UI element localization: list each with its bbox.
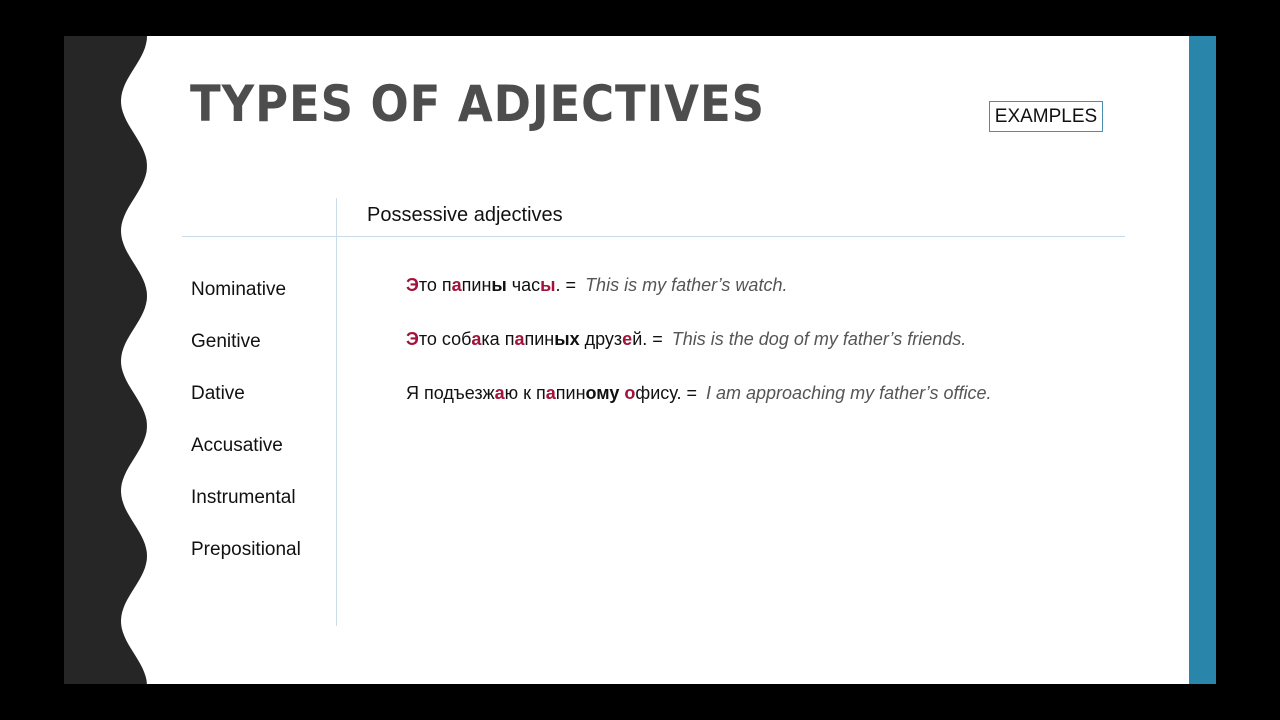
text-segment: пин <box>524 329 555 349</box>
english-translation: This is my father’s watch. <box>585 275 788 295</box>
russian-sentence <box>406 329 647 349</box>
bold-ending: ому <box>585 383 620 403</box>
bold-ending: ы <box>491 275 507 295</box>
case-label: Prepositional <box>191 539 301 560</box>
case-label: Instrumental <box>191 487 296 508</box>
english-translation: This is the dog of my father’s friends. <box>671 329 967 349</box>
examples-list <box>406 272 992 434</box>
equals-sign: = <box>681 383 703 403</box>
case-label: Nominative <box>191 279 287 300</box>
highlighted-letter: ы <box>540 275 556 295</box>
equals-sign: = <box>560 275 582 295</box>
example-sentence <box>406 380 992 434</box>
text-segment: пин <box>461 275 492 295</box>
text-segment: то соб <box>418 329 472 349</box>
case-list <box>191 277 301 589</box>
highlighted-letter: а <box>471 329 482 349</box>
highlighted-letter: Э <box>406 329 419 349</box>
russian-sentence <box>406 275 561 295</box>
highlighted-letter: а <box>545 383 556 403</box>
text-segment: фису. <box>635 383 682 403</box>
text-segment: ка п <box>481 329 515 349</box>
text-segment: ю к п <box>504 383 546 403</box>
highlighted-letter: а <box>451 275 462 295</box>
table-horizontal-rule <box>182 236 1125 237</box>
highlighted-letter: Э <box>406 275 419 295</box>
case-label: Accusative <box>191 435 283 456</box>
slide <box>64 36 1216 684</box>
russian-sentence <box>406 383 682 403</box>
accent-bar <box>1189 36 1216 684</box>
bold-ending: ых <box>554 329 580 349</box>
wavy-side-band <box>64 36 164 684</box>
column-header: Possessive adjectives <box>367 204 563 226</box>
case-label: Genitive <box>191 331 261 352</box>
text-segment: Я подъезж <box>406 383 495 403</box>
example-sentence <box>406 272 992 326</box>
highlighted-letter: а <box>514 329 525 349</box>
examples-badge: EXAMPLES <box>989 101 1103 132</box>
text-segment: то п <box>418 275 452 295</box>
highlighted-letter: о <box>624 383 636 403</box>
table-vertical-rule <box>336 198 337 626</box>
highlighted-letter: а <box>494 383 505 403</box>
text-segment: й. <box>632 329 648 349</box>
case-label: Dative <box>191 383 245 404</box>
equals-sign: = <box>647 329 668 349</box>
text-segment: друз <box>579 329 623 349</box>
english-translation: I am approaching my father’s office. <box>706 383 992 403</box>
text-segment: пин <box>555 383 586 403</box>
example-sentence <box>406 326 992 380</box>
text-segment: час <box>506 275 541 295</box>
slide-title: TYPES OF ADJECTIVES <box>190 75 765 133</box>
highlighted-letter: е <box>622 329 633 349</box>
text-segment: . <box>555 275 561 295</box>
